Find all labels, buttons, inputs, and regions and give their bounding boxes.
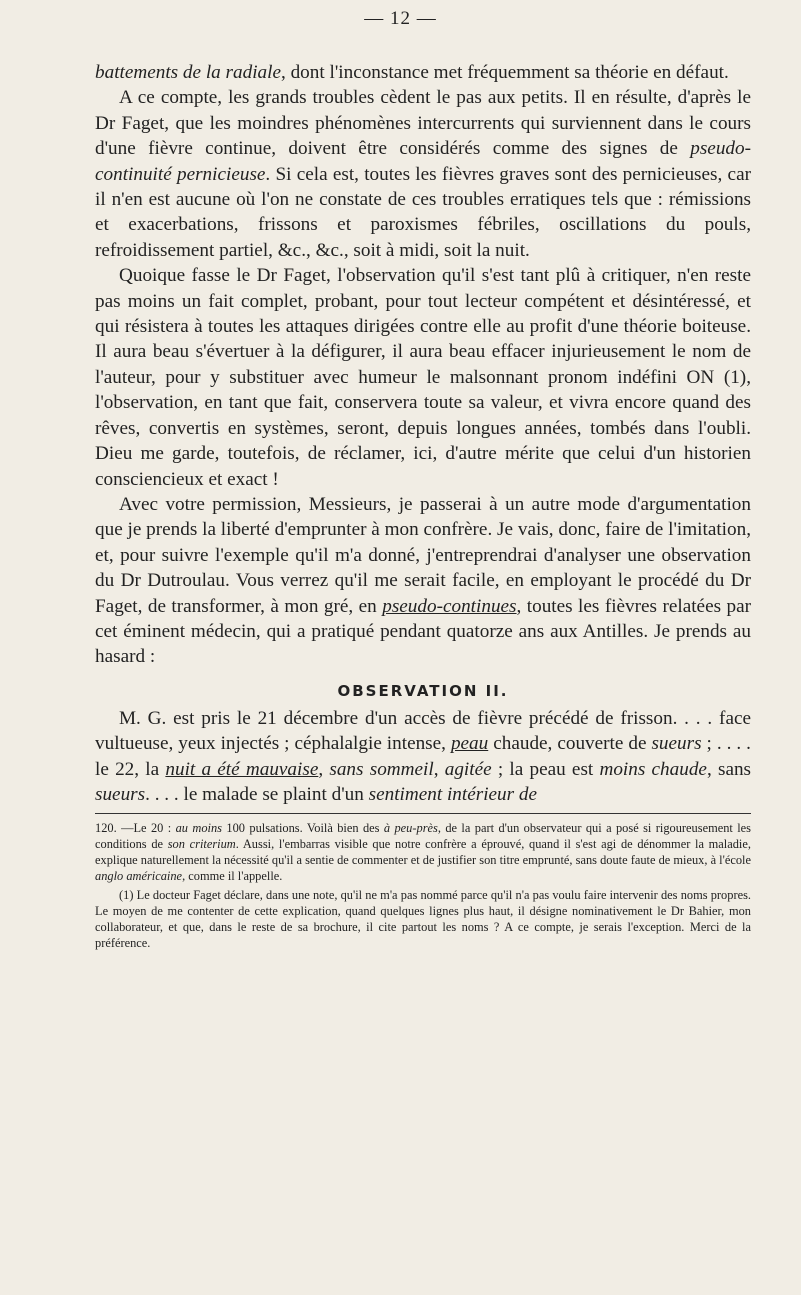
observation-text bbox=[95, 706, 751, 808]
observation-heading: OBSERVATION II. bbox=[337, 681, 509, 700]
italic-run: sueurs bbox=[651, 733, 702, 755]
text-run: . . . . le malade se plaint d'un bbox=[145, 783, 369, 805]
observation-paragraph bbox=[95, 706, 751, 808]
italic-run: peau bbox=[450, 733, 489, 755]
italic-run: pseudo-continues bbox=[382, 595, 517, 617]
text-run: , bbox=[433, 758, 445, 780]
paragraph bbox=[95, 263, 751, 492]
footnote bbox=[95, 820, 751, 884]
footnote bbox=[95, 887, 751, 951]
text-run: . Aussi, l'embarras visible que notre confrère a éprouvé, quand il s'est agi de dénommer la maladie, explique naturellement la nécessité qu'il a sentie de commenter et de justifier son titre emprunté, sans doute faute de mieux, à l'école bbox=[95, 837, 751, 868]
italic-run: agitée bbox=[444, 758, 492, 780]
text-run: ; . . . . le 22, la bbox=[95, 733, 751, 780]
italic-run: à peu-près bbox=[383, 821, 438, 836]
text-run: Quoique fasse le Dr Faget, l'observation qu'il s'est tant plû à critiquer, n'en reste pas moins un fait complet, probant, pour tout lecteur compétent et désintéressé, et qui résistera à toutes les attaques dirigées contre elle au profit d'une théorie boiteuse. Il aura beau s'évertuer à la défigurer, il aura beau effacer injurieusement le nom de l'auteur, pour y substituer avec humeur le malsonnant pronom indéfini ON (1), l'observation, en tant que fait, conservera toute sa valeur, et vivra encore quand des rêves, convertis en systèmes, seront, depuis longues années, tombés dans l'oubli. Dieu me garde, toutefois, de réclamer, ici, d'autre mérite que celui d'un historien consciencieux et exact ! bbox=[95, 265, 751, 490]
italic-run: sueurs bbox=[95, 783, 146, 805]
italic-run: au moins bbox=[175, 821, 222, 836]
italic-run: nuit a été mauvaise bbox=[165, 758, 319, 780]
italic-run: anglo américaine bbox=[95, 869, 183, 884]
paragraph bbox=[95, 60, 751, 85]
text-run: Avec votre permission, Messieurs, je passerai à un autre mode d'argumentation que je prends la liberté d'emprunter à mon confrère. Je vais, donc, faire de l'imitation, et, pour suivre l'exemple qu'il m'a donné, j'entreprendrai d'analyser une observation du Dr Dutroulau. Vous verrez qu'il me serait facile, en employant le procédé du Dr Faget, de transformer, à mon gré, en bbox=[95, 493, 751, 617]
text-run: 120. —Le 20 : bbox=[95, 821, 176, 836]
italic-run: sentiment intérieur de bbox=[368, 783, 538, 805]
text-run: (1) Le docteur Faget déclare, dans une note, qu'il ne m'a pas nommé parce qu'il n'a pas voulu faire intervenir des noms propres. Le moyen de me contenter de cette explication, quand quelques lignes plus haut, il désigne nominativement le Dr Bahier, mon collaborateur, et que, dans le reste de sa brochure, il cite partout les noms ? A ce compte, je serais l'exception. Merci de la préférence. bbox=[95, 888, 751, 951]
paragraph bbox=[95, 492, 751, 670]
paragraph bbox=[95, 85, 751, 263]
body-text bbox=[95, 60, 751, 670]
text-run: , comme il l'appelle. bbox=[182, 869, 283, 884]
page-number: — 12 — bbox=[364, 8, 437, 29]
text-run: , dont l'inconstance met fréquemment sa théorie en défaut. bbox=[280, 62, 729, 83]
text-run: , toutes les fièvres relatées par cet éminent médecin, qui a pratiqué pendant quatorze ans aux Antilles. Je prends au hasard : bbox=[95, 595, 751, 668]
text-run: , de la part d'un observateur qui a posé si rigoureusement les conditions de bbox=[95, 821, 752, 852]
text-run: M. G. est pris le 21 décembre d'un accès de fièvre précédé de frisson. . . . face vultueuse, yeux injectés ; céphalalgie intense, bbox=[95, 707, 751, 755]
footnote-separator bbox=[95, 813, 751, 814]
text-run: , sans bbox=[706, 758, 752, 780]
text-run: chaude, couverte de bbox=[488, 733, 652, 755]
italic-run: sans sommeil bbox=[329, 758, 434, 780]
text-run: , bbox=[318, 758, 330, 780]
text-run: ; la peau est bbox=[491, 758, 600, 780]
text-run: . Si cela est, toutes les fièvres graves sont des pernicieuses, car il n'en est aucune où l'on ne constate de ces troubles erratiques tels que : rémissions et exacerbations, frissons et paroxismes fébriles, oscillations du pouls, refroidissement partiel, &c., &c., soit à midi, soit la nuit. bbox=[95, 163, 751, 261]
italic-run: moins chaude bbox=[599, 758, 707, 780]
text-run: 100 pulsations. Voilà bien des bbox=[221, 821, 384, 836]
footnotes bbox=[95, 820, 751, 951]
text-run: A ce compte, les grands troubles cèdent le pas aux petits. Il en résulte, d'après le Dr Faget, que les moindres phénomènes intercurrents qui surviennent dans le cours d'une fièvre continue, doivent être considérés comme des signes de bbox=[95, 87, 751, 160]
italic-run: son criterium bbox=[167, 837, 236, 852]
italic-run: battements de la radiale bbox=[95, 62, 281, 83]
italic-run: pseudo-continuité pernicieuse bbox=[95, 138, 751, 185]
